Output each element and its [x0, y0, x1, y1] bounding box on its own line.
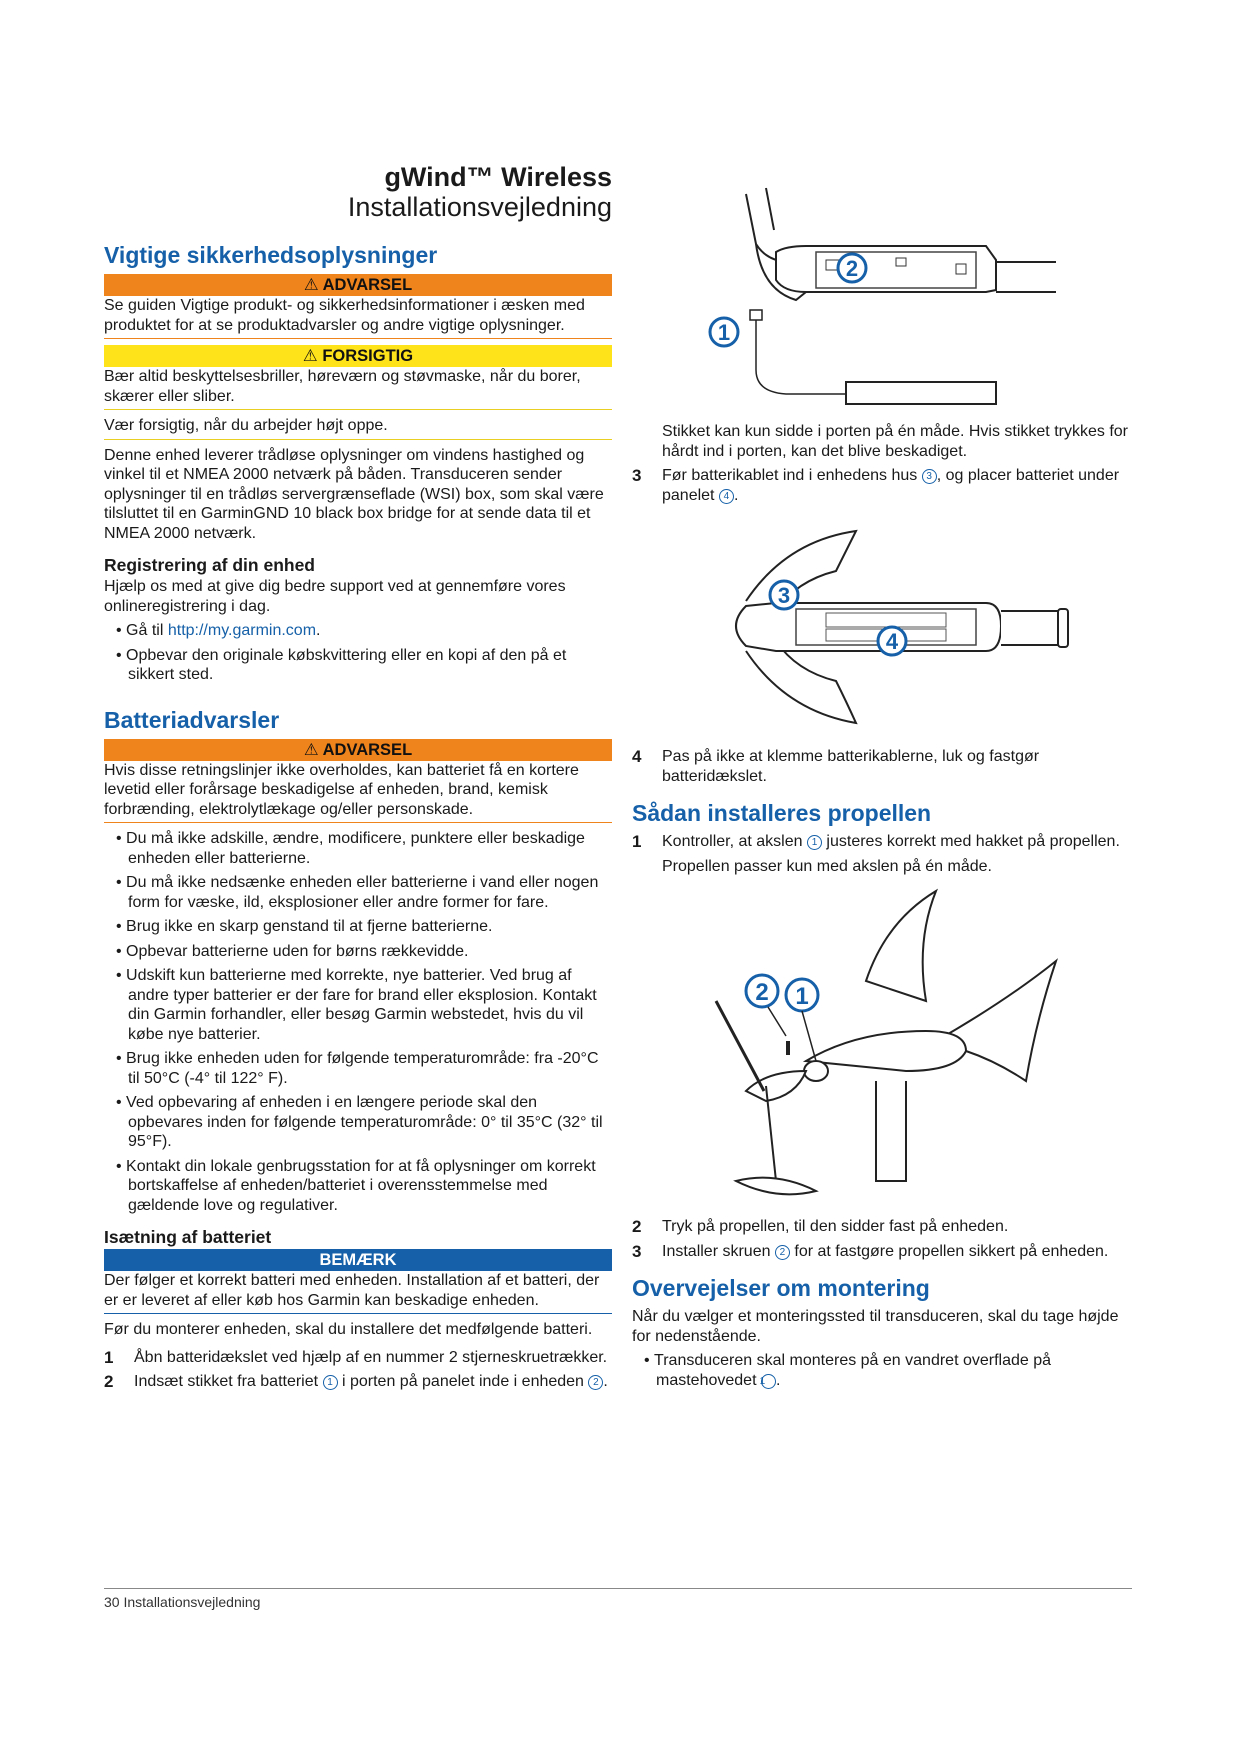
callout-2: 2 [588, 1375, 603, 1390]
callout-3: 3 [922, 469, 937, 484]
step-3: 3 Før batterikablet ind i enhedens hus 3 , og placer batteriet under panelet 4 . [632, 466, 1120, 504]
mounting-heading: Overvejelser om montering [632, 1275, 930, 1301]
warning-triangle-icon: ⚠ [303, 276, 323, 294]
battery-housing-illustration [686, 511, 1086, 741]
warning-banner: ⚠ ADVARSEL [104, 274, 612, 296]
callout-2: 2 [775, 1245, 790, 1260]
callout-4: 4 [719, 489, 734, 504]
callout-1: 1 [761, 1374, 776, 1389]
safety-heading: Vigtige sikkerhedsoplysninger [104, 242, 438, 268]
notice-text: Der følger et korrekt batteri med enheden. Installation af et batteri, der er er leveret af eller køb hos Garmin kan beskadige enheden. [104, 1271, 612, 1314]
figure-label-2: 2 [755, 979, 769, 1006]
list-item: • Ved opbevaring af enheden i en længere periode skal den opbevares inden for følgende temperaturområde: 0° til 35°C (32° til 95°F). [116, 1094, 603, 1150]
document-subtitle: Installationsvejledning [347, 192, 612, 222]
caution-text-2: Vær forsigtig, når du arbejder højt oppe. [104, 416, 612, 440]
page-footer: 30 Installationsvejledning [104, 1594, 261, 1610]
figure-label-1: 1 [717, 320, 731, 345]
product-name: gWind™ Wireless [384, 162, 612, 192]
callout-1: 1 [807, 835, 822, 850]
propeller-step-3: 3 Installer skruen 2 for at fastgøre propellen sikkert på enheden. [632, 1241, 1109, 1261]
propeller-illustration [676, 881, 1096, 1211]
battery-warning-text: Hvis disse retningslinjer ikke overholdes, kan batteriet få en kortere levetid eller forårsage beskadigelse af enheden, brand, kemisk forbrænding, elektrolytlækage og/eller personskade. [104, 761, 612, 824]
list-item: • Gå til http://my.garmin.com. [116, 622, 321, 639]
step-2: 2 Indsæt stikket fra batteriet 1 i porten på panelet inde i enheden 2 . [104, 1372, 608, 1391]
warning-text: Se guiden Vigtige produkt- og sikkerhedsinformationer i æsken med produktet for at se produktadvarsler og andre vigtige oplysninger. [104, 296, 612, 339]
notice-banner: BEMÆRK [104, 1249, 612, 1271]
document-title [104, 162, 612, 222]
warning-triangle-icon: ⚠ [303, 740, 323, 759]
figure-label-4: 4 [885, 629, 899, 654]
step-4: 4 Pas på ikke at klemme batterikablerne, luk og fastgør batteridækslet. [632, 747, 1040, 785]
step-1: 1 Åbn batteridækslet ved hjælp af en nummer 2 stjerneskruetrækker. [104, 1347, 608, 1367]
propeller-note: Propellen passer kun med akslen på én måde. [662, 857, 992, 875]
list-item: • Opbevar batterierne uden for børns rækkevidde. [116, 942, 469, 960]
mounting-text: Når du vælger et monteringssted til transduceren, skal du tage højde for nedenstående. [632, 1308, 1119, 1345]
list-item: • Opbevar den originale købskvittering eller en kopi af den på et sikkert sted. [116, 646, 567, 683]
insert-battery-heading: Isætning af batteriet [104, 1227, 272, 1247]
footer-rule [104, 1588, 1132, 1589]
caution-banner: ⚠ FORSIGTIG [104, 345, 612, 367]
list-item: • Du må ikke adskille, ændre, modificere, punktere eller beskadige enheden eller batterierne. [116, 830, 585, 867]
registration-heading: Registrering af din enhed [104, 555, 315, 575]
left-column [104, 160, 612, 1397]
figure-label-1: 1 [795, 983, 809, 1010]
right-column [632, 160, 1140, 1395]
callout-1: 1 [323, 1375, 338, 1390]
caution-triangle-icon: ⚠ [302, 347, 323, 365]
battery-warning-banner: ⚠ ADVARSEL [104, 739, 612, 761]
insert-intro: Før du monterer enheden, skal du installere det medfølgende batteri. [104, 1321, 593, 1338]
list-item: • Kontakt din lokale genbrugsstation for at få oplysninger om korrekt bortskaffelse af enheden/batteriet i overensstemmelse med gældende love og regulativer. [116, 1157, 596, 1214]
battery-plug-illustration [666, 160, 1106, 420]
registration-text: Hjælp os med at give dig bedre support ved at gennemføre vores onlineregistrering i dag. [104, 578, 566, 615]
caution-text-1: Bær altid beskyttelsesbriller, høreværn og støvmaske, når du borer, skærer eller sliber. [104, 367, 612, 410]
list-item: • Udskift kun batterierne med korrekte, nye batterier. Ved brug af andre typer batterier er der fare for brand eller eksplosion. Kontakt din Garmin forhandler, eller besøg Garmin webstedet, hvis du vil købe nye batterier. [116, 967, 597, 1043]
garmin-link[interactable]: http://my.garmin.com [167, 622, 317, 639]
battery-bullet-list [104, 829, 612, 1215]
list-item: • Du må ikke nedsænke enheden eller batterierne i vand eller nogen form for væske, ild, eksplosioner eller andre former for fare. [116, 874, 599, 911]
battery-heading: Batteriadvarsler [104, 706, 280, 733]
figure-label-3: 3 [777, 583, 791, 608]
propeller-step-1: 1 Kontroller, at akslen 1 justeres korrekt med hakket på propellen. [632, 832, 1120, 851]
figure-label-2: 2 [845, 256, 859, 281]
propeller-heading: Sådan installeres propellen [632, 800, 932, 826]
intro-paragraph: Denne enhed leverer trådløse oplysninger om vindens hastighed og vinkel til et NMEA 2000 netværk på båden. Transduceren sender oplysninger til en trådløs servergrænseflade (WSI) box, som skal være tilsluttet til en GarminGND 10 black box bridge for at sende data til et NMEA 2000 netværk. [104, 446, 604, 542]
list-item: • Transduceren skal monteres på en vandret overflade på mastehovedet 1 . [644, 1352, 1052, 1389]
list-item: • Brug ikke en skarp genstand til at fjerne batterierne. [116, 918, 493, 935]
list-item: • Brug ikke enheden uden for følgende temperaturområde: fra -20°C til 50°C (-4° til 122° F). [116, 1050, 599, 1087]
propeller-step-2: 2 Tryk på propellen, til den sidder fast på enheden. [632, 1217, 1009, 1236]
plug-note: Stikket kan kun sidde i porten på én måde. Hvis stikket trykkes for hårdt ind i porten, kan det blive beskadiget. [662, 423, 1128, 460]
